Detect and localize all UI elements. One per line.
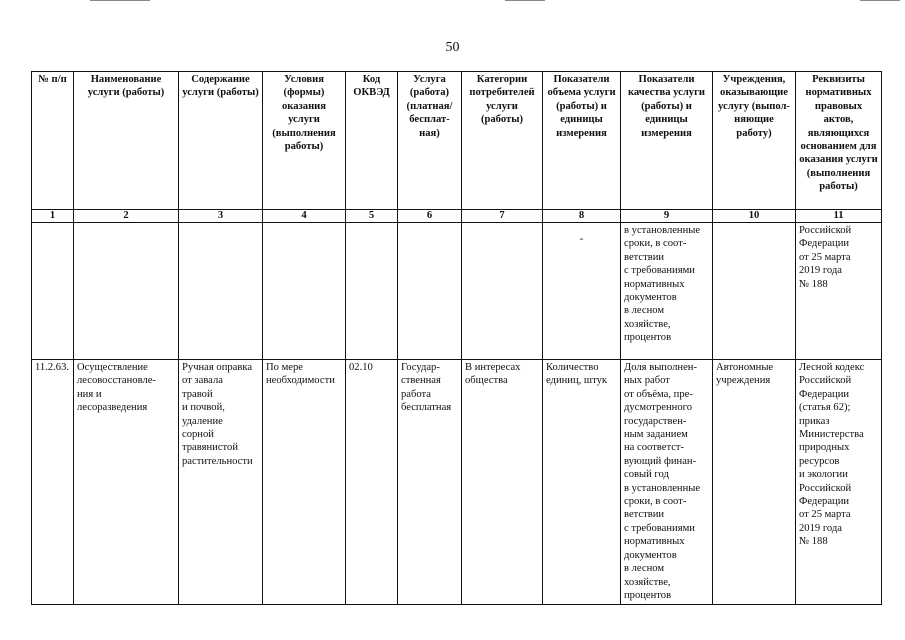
- cell-empty: [179, 223, 263, 360]
- scan-edge-mark: [90, 0, 150, 1]
- page-number: 50: [445, 40, 460, 55]
- cell-empty: [74, 223, 179, 360]
- cell-consumers: В интересах общества: [462, 360, 543, 605]
- cell-okved: 02.10: [346, 360, 398, 605]
- column-number: 2: [74, 210, 179, 223]
- header-paid: Услуга (работа) (платная/ бесплат-ная): [398, 72, 462, 210]
- continuation-row: [32, 223, 882, 360]
- header-name: Наименование услуги (работы): [74, 72, 179, 210]
- cell-institutions: Автономные учреждения: [713, 360, 796, 605]
- cell-quality: в установленные сроки, в соот- ветствии с требованиями нормативных документов в лесном хозяйстве, процентов: [621, 223, 713, 360]
- cell-volume-mark: [543, 223, 621, 360]
- header-institutions: Учреждения, оказывающие услугу (выпол-няющие работу): [713, 72, 796, 210]
- header-conditions: Условия (формы) оказания услуги (выполнения работы): [263, 72, 346, 210]
- header-legal: Реквизиты нормативных правовых актов, являющихся основанием для оказания услуги (выполнения работы): [796, 72, 882, 210]
- column-number: 5: [346, 210, 398, 223]
- cell-legal: Российской Федерации от 25 марта 2019 года № 188: [796, 223, 882, 360]
- column-number: 11: [796, 210, 882, 223]
- column-number: 8: [543, 210, 621, 223]
- services-table: [31, 71, 882, 605]
- column-number-row: [32, 210, 882, 223]
- cell-empty: [263, 223, 346, 360]
- column-number: 10: [713, 210, 796, 223]
- column-number: 9: [621, 210, 713, 223]
- column-number: 3: [179, 210, 263, 223]
- column-number: 1: [32, 210, 74, 223]
- cell-quality: Доля выполнен- ных работ от объёма, пре- дусмотренного государствен- ным заданием на соответст- вующий финан- совый год в установленные сроки, в соот- ветствии с требованиями нормативных документов в лесном хозяйстве, процентов: [621, 360, 713, 605]
- column-number: 6: [398, 210, 462, 223]
- cell-empty: [398, 223, 462, 360]
- header-row: [32, 72, 882, 210]
- cell-legal: Лесной кодекс Российской Федерации (статья 62); приказ Министерства природных ресурсов и экологии Российской Федерации от 25 марта 2019 года № 188: [796, 360, 882, 605]
- cell-empty: [462, 223, 543, 360]
- cell-conditions: По мере необходимости: [263, 360, 346, 605]
- dash-mark: -: [579, 231, 584, 245]
- header-okved: Код ОКВЭД: [346, 72, 398, 210]
- cell-name: Осуществление лесовосстановле- ния и лесоразведения: [74, 360, 179, 605]
- cell-num: 11.2.63.: [32, 360, 74, 605]
- header-num: № п/п: [32, 72, 74, 210]
- scan-edge-mark: [860, 0, 900, 1]
- cell-volume: Количество единиц, штук: [543, 360, 621, 605]
- table-row-11-2-63: [32, 360, 882, 605]
- column-number: 4: [263, 210, 346, 223]
- header-volume: Показатели объема услуги (работы) и единицы измерения: [543, 72, 621, 210]
- cell-empty: [32, 223, 74, 360]
- scan-edge-mark: [505, 0, 545, 1]
- header-quality: Показатели качества услуги (работы) и единицы измерения: [621, 72, 713, 210]
- cell-empty: [346, 223, 398, 360]
- header-consumers: Категории потребителей услуги (работы): [462, 72, 543, 210]
- cell-paid: Государ- ственная работа бесплатная: [398, 360, 462, 605]
- cell-empty: [713, 223, 796, 360]
- header-content: Содержание услуги (работы): [179, 72, 263, 210]
- column-number: 7: [462, 210, 543, 223]
- cell-content: Ручная оправка от завала травой и почвой, удаление сорной травянистой растительности: [179, 360, 263, 605]
